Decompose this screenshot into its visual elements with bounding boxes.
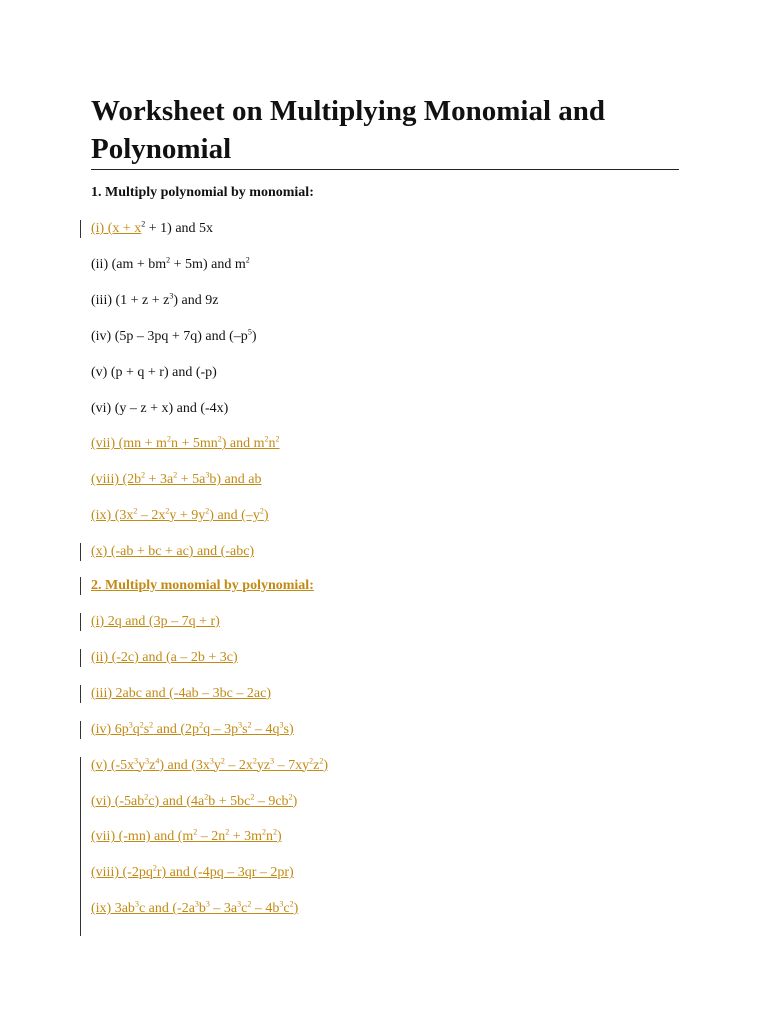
margin-marker: [80, 613, 81, 631]
problem-2-6[interactable]: [91, 793, 297, 811]
margin-marker: [80, 577, 81, 595]
margin-marker: [80, 220, 81, 238]
problem-link[interactable]: (ix) $3ab^3c$ and $(-2a^3b^3 - 3a^3c^2 - 4b^3c^2)$: [91, 899, 299, 917]
margin-marker: [80, 543, 81, 561]
problem-1-8[interactable]: [91, 471, 261, 489]
problem-2-4[interactable]: [91, 721, 294, 739]
problem-2-2[interactable]: [91, 649, 238, 667]
problem-1-2: (ii) $(am + bm^2 + 5m)$ and $m^2$: [91, 255, 250, 272]
problem-2-1[interactable]: [91, 613, 220, 631]
problem-1-4: (iv) (5p – 3pq + 7q) and $(-p^5)$: [91, 327, 257, 344]
problem-link[interactable]: (viii) $(-2pq^2r)$ and (-4pq – 3qr – 2pr): [91, 863, 294, 881]
problem-link[interactable]: (vii) (-mn) and $(m^2 - 2n^2 + 3m^2n^2)$: [91, 827, 282, 845]
problem-1-1[interactable]: (i) $(x + x^2 + 1)$ and 5x: [91, 219, 214, 236]
problem-1-10[interactable]: [91, 543, 254, 561]
problem-link[interactable]: (x) (-ab + bc + ac) and (-abc): [91, 544, 255, 560]
page-title: Worksheet on Multiplying Monomial and Polynomial: [91, 92, 679, 170]
problem-1-3: (iii) $(1 + z + z^3)$ and 9z: [91, 291, 219, 308]
margin-rule: [80, 757, 81, 937]
problem-link[interactable]: (i) 2q and (3p – 7q + r): [91, 614, 220, 629]
problem-1-5: (v) (p + q + r) and (-p): [91, 364, 217, 380]
margin-marker: [80, 685, 81, 703]
margin-marker: [80, 649, 81, 667]
problem-link[interactable]: (ix) $(3x^2 - 2x^2y + 9y^2)$ and $(-y^2)$: [91, 506, 269, 524]
problem-1-7[interactable]: [91, 435, 280, 453]
section-2-heading-link[interactable]: 2. Multiply monomial by polynomial:: [91, 578, 314, 593]
problem-link[interactable]: (iii) 2abc and (-4ab – 3bc – 2ac): [91, 685, 271, 701]
problem-link[interactable]: (iv) $6p^3q^2s^2$ and $(2p^2q - 3p^3s^2 - 4q^3s)$: [91, 720, 294, 737]
problem-link[interactable]: (ii) (-2c) and (a – 2b + 3c): [91, 649, 238, 665]
section-2-heading[interactable]: [91, 577, 314, 595]
problem-link[interactable]: (vii) $(mn + m^2n + 5mn^2)$ and $m^2n^2$: [91, 434, 280, 452]
problem-link[interactable]: (vi) $(-5ab^2c)$ and $(4a^2b + 5bc^2 - 9cb^2)$: [91, 791, 298, 809]
problem-link[interactable]: (i) (x + x: [91, 221, 142, 236]
problem-2-7[interactable]: [91, 828, 282, 846]
problem-2-5[interactable]: [91, 757, 328, 775]
problem-link[interactable]: (viii) $(2b^2 + 3a^2 + 5a^3b)$ and ab: [91, 470, 262, 488]
problem-1-6: (vi) (y – z + x) and (-4x): [91, 400, 229, 416]
problem-2-8[interactable]: [91, 864, 294, 882]
problem-2-3[interactable]: [91, 685, 271, 703]
problem-2-9[interactable]: [91, 900, 298, 918]
problem-1-9[interactable]: [91, 507, 269, 525]
margin-marker: [80, 721, 81, 739]
section-1-heading: 1. Multiply polynomial by monomial:: [91, 185, 314, 200]
problem-link[interactable]: (v) $(-5x^3y^3z^4)$ and $(3x^3y^2 - 2x^2yz^3 - 7xy^2z^2)$: [91, 755, 329, 773]
